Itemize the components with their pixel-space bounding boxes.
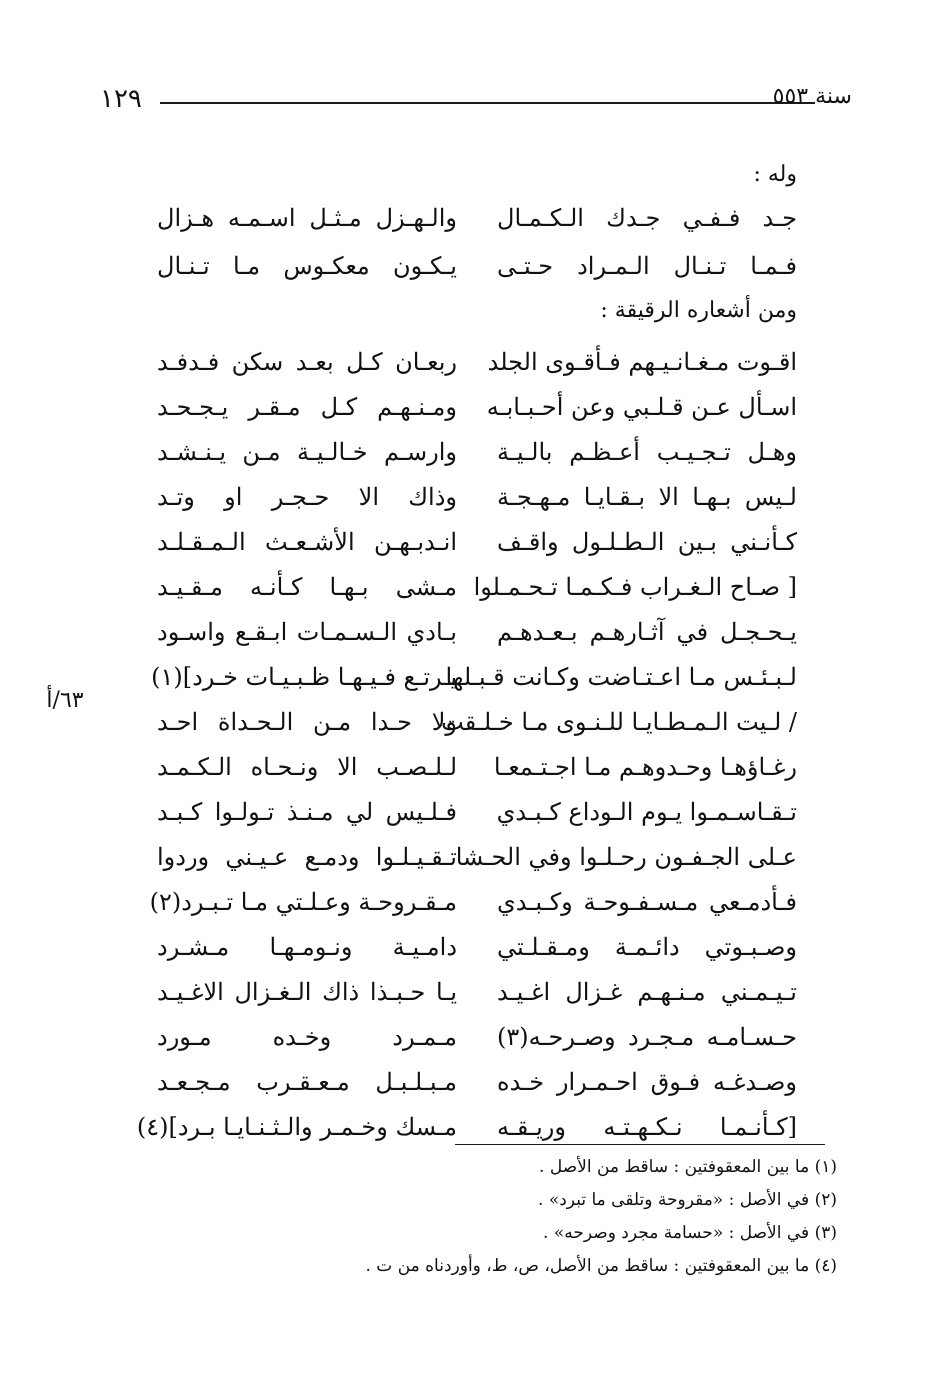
verse-left: يـكـون معكـوس مـا تـنـال [157,252,457,280]
verse-right: وصـبـوتي دائـمـة ومـقـلـتي [497,933,797,961]
verse-left: وارسـم خـالـيـة مـن يـنـشـد [157,438,457,466]
verse-left: انـدبـهـن الأشـعـث الـمـقـلـد [157,528,457,556]
verse-right: تـيـمـني مـنـهـم غـزال اغـيـد [497,978,797,1006]
section-heading-ashaar: ومن أشعاره الرقيقة : [600,298,797,323]
verse-right: وصـدغـه فـوق احـمـرار خـده [497,1068,797,1096]
verse-left: وذاك الا حـجـر او وتـد [157,483,457,511]
verse-right: وهـل تـجـيـب أعـظـم بالـيـة [497,438,797,466]
verse-right: حـسـامـه مـجـرد وصـرحـه(٣) [497,1023,797,1051]
verse-left: ومـنـهـم كـل مـقـر يـجـحـد [157,393,457,421]
footnote: (٣) في الأصل : «حسامة مجرد وصرحه» . [543,1223,837,1243]
footnote: (١) ما بين المعقوفتين : ساقط من الأصل . [539,1157,837,1177]
verse-right: اسـأل عـن قـلـبي وعن أحـبـابـه [486,393,797,421]
verse-left: ولا حـدا مـن الـحـداة احـد [157,708,457,736]
verse-left: يـا حـبـذا ذاك الـغـزال الاغـيـد [157,978,457,1006]
verse-right: اقـوت مـغـانـيـهم فـأقـوى الجلد [487,348,797,376]
footnote: (٢) في الأصل : «مقروحة وتلقى ما تبرد» . [538,1190,837,1210]
footnote: (٤) ما بين المعقوفتين : ساقط من الأصل، ص، ط، وأوردناه من ت . [365,1256,837,1276]
verse-right: يـحـجـل في آثـارهـم بـعـدهـم [497,618,797,646]
verse-left: تـقـيـلـوا ودمـع عـيـني وردوا [157,843,457,871]
verse-left: مـبـلـبـل مـعـقـرب مـجـعـد [157,1068,457,1096]
verse-right: فـأدمـعي مـسـفـوحـة وكـبـدي [497,888,797,916]
header-rule [160,102,815,104]
verse-right: فـمـا تـنـال الـمـراد حـتـى [497,252,797,280]
margin-folio-note: ٦٣/أ [46,688,84,713]
page-number: ١٢٩ [100,84,142,114]
verse-right: تـقـاسـمـوا يـوم الـوداع كـبـدي [496,798,797,826]
running-header-year: سنة ٥٥٣ [772,84,852,109]
verse-right: لـبـئـس مـا اعـتـاضت وكـانت قـبـلها [445,663,797,691]
section-heading-wa-lahu: وله : [753,162,797,187]
verse-right: رغـاؤهـا وحـدوهـم مـا اجـتـمعـا [493,753,797,781]
verse-right: / لـيت الـمـطـايـا للـنـوى مـا خـلـقت [441,708,797,736]
verse-left: فـلـيس لي مـنـذ تـولـوا كـبـد [157,798,457,826]
footnote-rule [455,1144,825,1145]
verse-left: يـرتـع فـيـهـا ظـبـيـات خـرد](١) [151,663,457,691]
verse-left: لـلـصـب الا ونـحـاه الـكـمـد [157,753,457,781]
verse-left: والـهـزل مـثـل اسـمـه هـزال [157,204,457,232]
verse-left: مـشى بـهـا كـأنـه مـقـيـد [157,573,457,601]
verse-left: دامـيـة ونـومـهـا مـشـرد [157,933,457,961]
verse-left: مـمـرد وخـده مـورد [157,1023,457,1051]
verse-right: لـيس بـهـا الا بـقـايـا مـهـجـة [497,483,797,511]
verse-left: ربعـان كـل بعـد سكن فـدفـد [157,348,457,376]
verse-left: مـقـروحـة وعـلـتي مـا تـبـرد(٢) [149,888,457,916]
verse-right: عـلى الجـفـون رحـلـوا وفي الحـشا [455,843,797,871]
verse-left: بـادي الـسـمـات ابـقـع واسـود [157,618,457,646]
verse-right: [كـأنـمـا نـكـهـتـه وريـقـه [497,1113,797,1141]
verse-right: جـد فـفـي جـدك الـكـمـال [497,204,797,232]
verse-left: مـسك وخـمـر والـثـنـايـا بـرد](٤) [136,1113,457,1141]
verse-right: [ صـاح الـغـراب فـكـمـا تـحـمـلوا [473,573,797,601]
verse-right: كـأنـني بـين الـطـلـول واقـف [497,528,797,556]
